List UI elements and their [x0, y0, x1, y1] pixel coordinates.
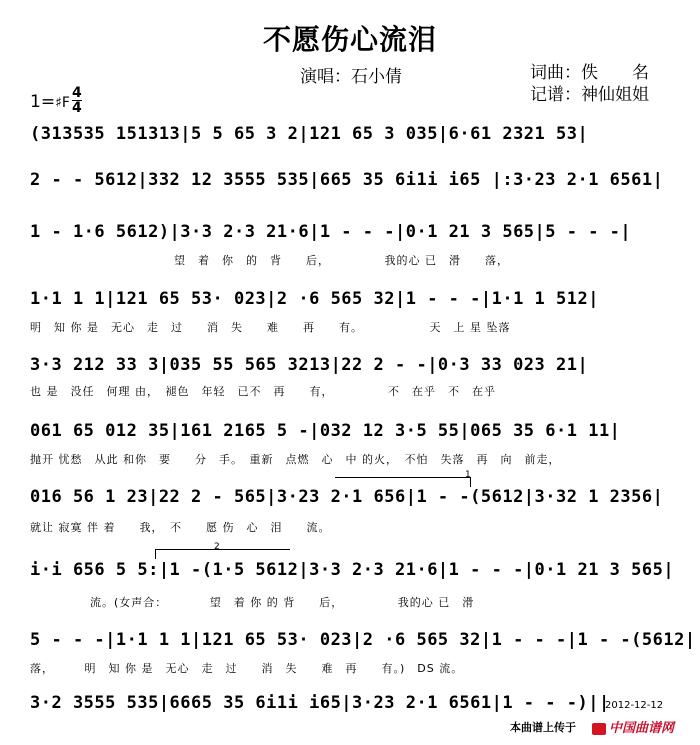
lyric-row-3: 望 着 你 的 背 后， 我的心 已 滑 落， — [30, 254, 509, 267]
staff-row-6: 061 65 012 35|161 2165 5 -|032 12 3·5 55|065 35 6·1 11| — [30, 421, 621, 441]
time-sig-bottom: 4 — [72, 100, 82, 116]
staff-row-10: 3·2 3555 535|6665 35 6i1i i65|3·23 2·1 6561|1 - - -)|| — [30, 693, 610, 713]
lyric-row-4: 明 知 你 是 无心 走 过 消 失 难 再 有。 天 上 星 坠落 — [30, 321, 511, 334]
lyric-row-6: 抛开 忧愁 从此 和你 要 分 手。 重新 点燃 心 中 的火， 不怕 失落 再 向 前走， — [30, 453, 561, 466]
composer-credit: 词曲：佚 名 — [530, 63, 649, 83]
time-signature — [72, 86, 82, 115]
staff-row-9: 5 - - -|1·1 1 1|121 65 53· 023|2 ·6 565 32|1 - - -|1 - -(5612| — [30, 630, 696, 650]
transcriber-credit: 记谱：神仙姐姐 — [530, 85, 649, 105]
volta-1-bracket — [335, 477, 470, 478]
singer-credit: 演唱：石小倩 — [300, 67, 402, 87]
time-sig-top: 4 — [72, 85, 82, 101]
staff-row-2: 2 - - 5612|332 12 3555 535|665 35 6i1i i65 |:3·23 2·1 6561| — [30, 170, 664, 190]
staff-row-8: i·i 656 5 5:|1 -(1·5 5612|3·3 2·3 21·6|1 - - -|0·1 21 3 565| — [30, 560, 675, 580]
staff-row-7: 016 56 1 23|22 2 - 565|3·23 2·1 656|1 - -(5612|3·32 1 2356| — [30, 487, 664, 507]
volta-2-start — [155, 549, 156, 559]
volta-1-number: 1 — [465, 470, 471, 480]
site-name: 中国曲谱网 — [609, 721, 675, 736]
upload-note: 本曲谱上传于 — [510, 721, 576, 734]
key-label: 1= — [30, 92, 56, 112]
key-signature — [30, 92, 70, 112]
site-logo[interactable] — [592, 717, 674, 736]
staff-row-3: 1 - 1·6 5612)|3·3 2·3 21·6|1 - - -|0·1 21 3 565|5 - - -| — [30, 222, 632, 242]
logo-icon — [592, 723, 606, 735]
staff-row-1: (313535 151313|5 5 65 3 2|121 65 3 035|6·61 2321 53| — [30, 124, 589, 144]
staff-row-5: 3·3 212 33 3|035 55 565 3213|22 2 - -|0·3 33 023 21| — [30, 355, 589, 375]
lyric-row-5: 也 是 没任 何理 由， 褪色 年轻 已不 再 有， 不 在乎 不 在乎 — [30, 385, 496, 398]
lyric-row-8: 流。(女声合： 望 着 你 的 背 后， 我的心 已 滑 — [30, 596, 475, 609]
staff-row-4: 1·1 1 1|121 65 53· 023|2 ·6 565 32|1 - - -|1·1 1 512| — [30, 289, 599, 309]
volta-2-number: 2 — [214, 542, 220, 552]
lyric-row-9: 落， 明 知 你 是 无心 走 过 消 失 难 再 有。) DS 流。 — [30, 662, 464, 675]
page-title: 不愿伤心流泪 — [262, 23, 437, 56]
lyric-row-7: 就让 寂寞 伴 着 我， 不 愿 伤 心 泪 流。 — [30, 521, 331, 534]
date-stamp: 2012-12-12 — [605, 700, 664, 711]
key-note: ♯F — [55, 95, 70, 111]
volta-2-bracket — [155, 549, 290, 550]
